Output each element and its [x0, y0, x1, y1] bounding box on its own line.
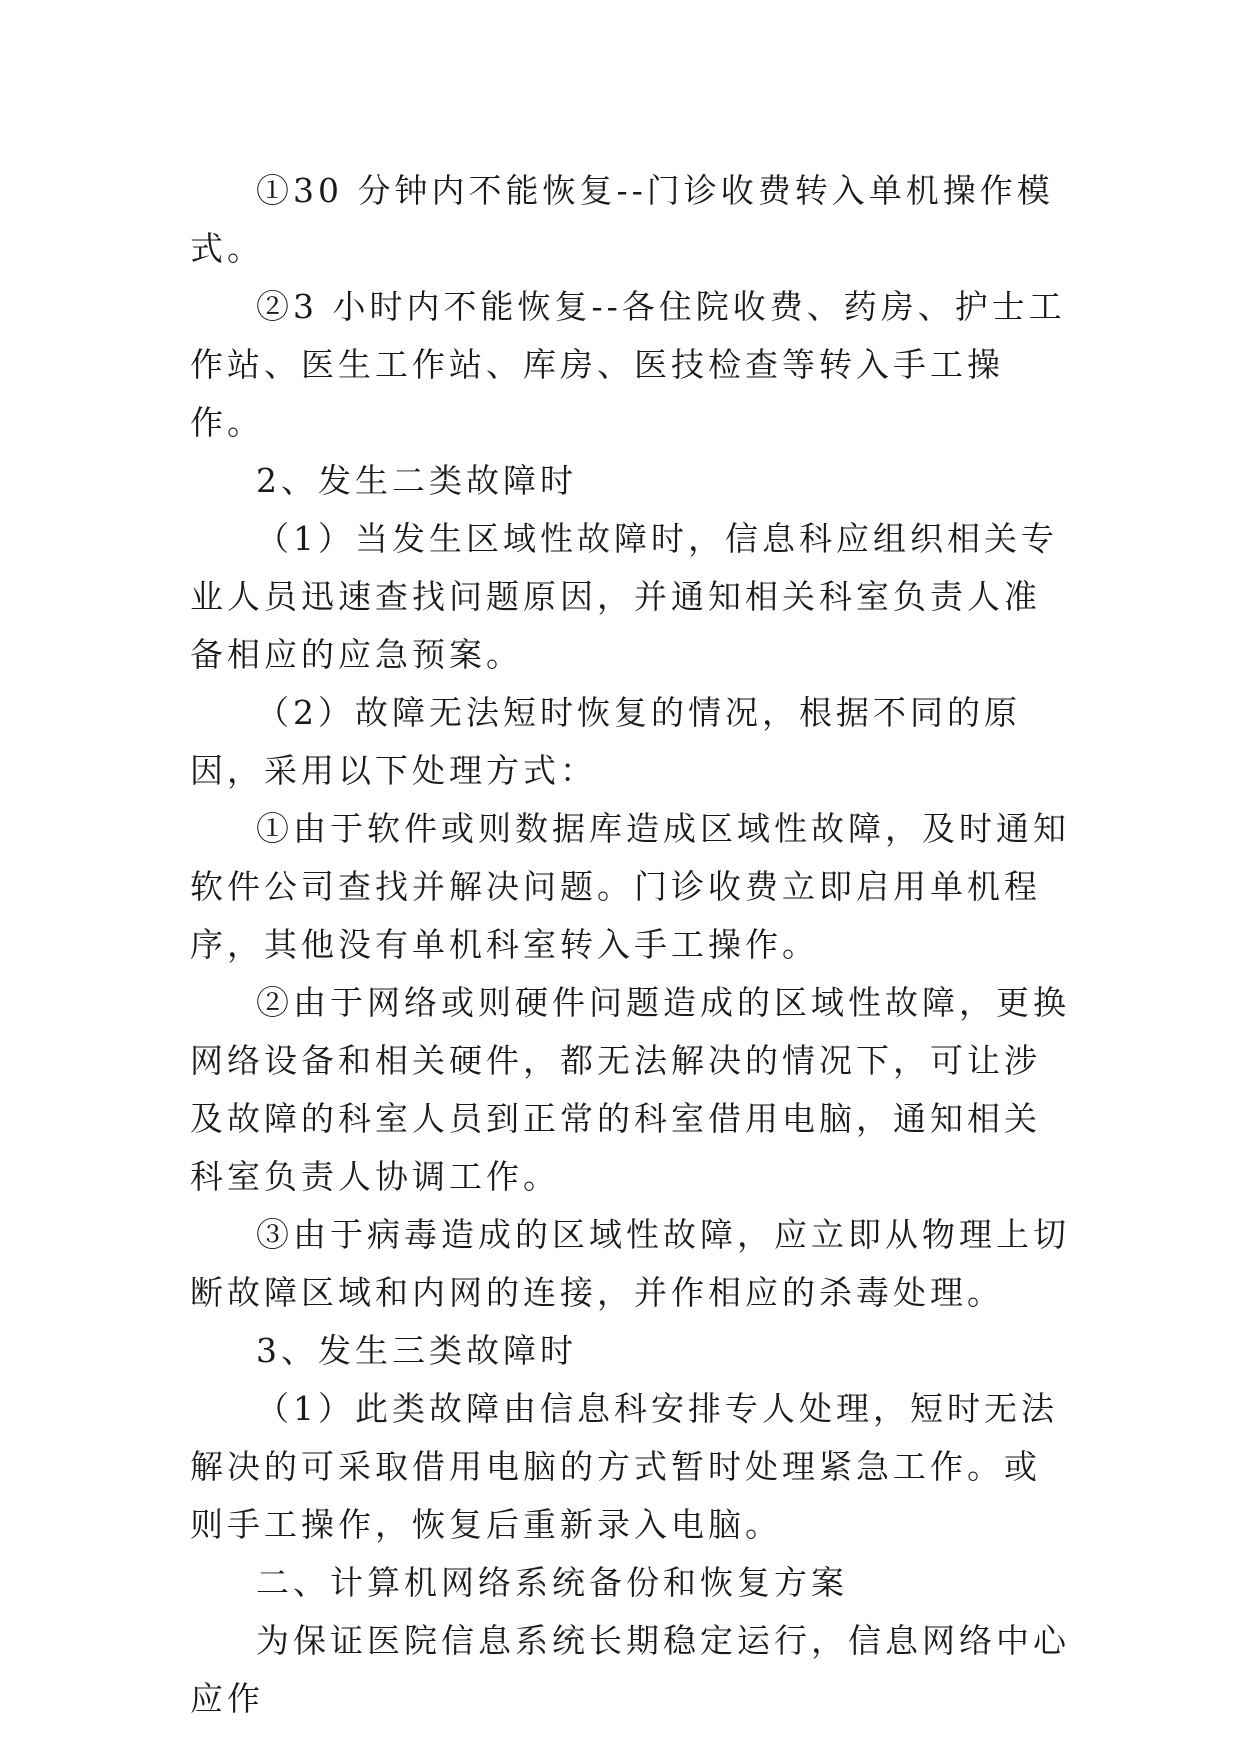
paragraph-9: 为保证医院信息系统长期稳定运行，信息网络中心应作 — [190, 1621, 1070, 1718]
paragraph-1: ①30 分钟内不能恢复--门诊收费转入单机操作模式。 — [190, 171, 1054, 268]
paragraph-6: ②由于网络或则硬件问题造成的区域性故障，更换网络设备和相关硬件，都无法解决的情况下，可让涉及故障的科室人员到正常的科室借用电脑，通知相关科室负责人协调工作。 — [190, 983, 1070, 1196]
paragraph-5: ①由于软件或则数据库造成区域性故障，及时通知软件公司查找并解决问题。门诊收费立即启用单机程序，其他没有单机科室转入手工操作。 — [190, 809, 1070, 964]
section-heading-2: 2、发生二类故障时 — [256, 461, 577, 500]
paragraph-7: ③由于病毒造成的区域性故障，应立即从物理上切断故障区域和内网的连接，并作相应的杀毒处理。 — [190, 1215, 1070, 1312]
paragraph-2: ②3 小时内不能恢复--各住院收费、药房、护士工作站、医生工作站、库房、医技检查等转入手工操作。 — [190, 287, 1066, 442]
chapter-heading-2: 二、计算机网络系统备份和恢复方案 — [256, 1563, 848, 1602]
paragraph-4: （2）故障无法短时恢复的情况，根据不同的原因，采用以下处理方式： — [190, 693, 1021, 790]
paragraph-3: （1）当发生区域性故障时，信息科应组织相关专业人员迅速查找问题原因，并通知相关科室负责人准备相应的应急预案。 — [190, 519, 1058, 674]
section-heading-3: 3、发生三类故障时 — [256, 1331, 577, 1370]
paragraph-8: （1）此类故障由信息科安排专人处理，短时无法解决的可采取借用电脑的方式暂时处理紧急工作。或则手工操作，恢复后重新录入电脑。 — [190, 1389, 1058, 1544]
document-body — [190, 162, 1070, 1728]
